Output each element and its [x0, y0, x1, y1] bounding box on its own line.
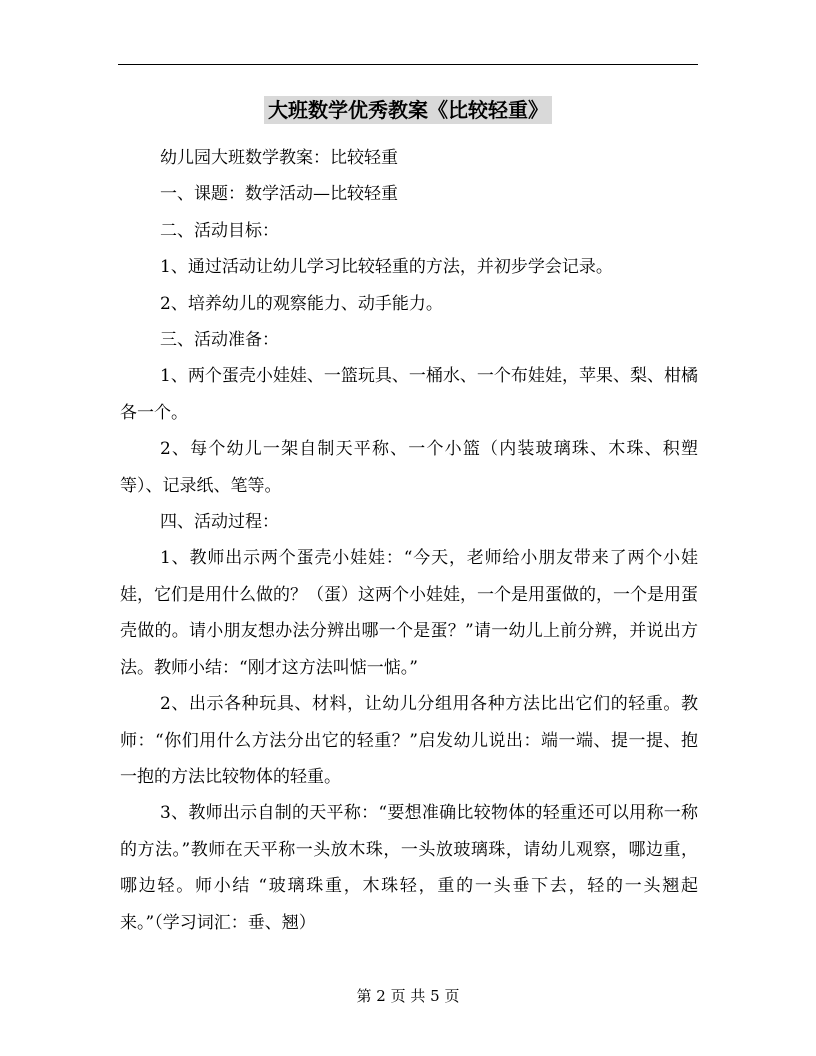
paragraph: 二、活动目标： — [160, 220, 279, 241]
paragraph: 四、活动过程： — [160, 512, 279, 533]
paragraph: 2、出示各种玩具、材料，让幼儿分组用各种方法比出它们的轻重。教师：“你们用什么方法分出它的轻重？”启发幼儿说出：端一端、提一提、抱一抱的方法比较物体的轻重。 — [120, 694, 698, 787]
paragraph: 3、教师出示自制的天平称：“要想准确比较物体的轻重还可以用称一称的方法。”教师在天平称一头放木珠，一头放玻璃珠，请幼儿观察，哪边重，哪边轻。师小结 “玻璃珠重，木珠轻，重的一头垂下去，轻的一头翘起来。”（学习词汇：垂、翘） — [120, 803, 698, 933]
paragraph: 三、活动准备： — [160, 330, 279, 351]
paragraph: 幼儿园大班数学教案：比较轻重 — [160, 148, 398, 168]
paragraph: 1、教师出示两个蛋壳小娃娃：“今天，老师给小朋友带来了两个小娃娃，它们是用什么做的？（蛋）这两个小娃娃，一个是用蛋做的，一个是用蛋壳做的。请小朋友想办法分辨出哪一个是蛋？”请一幼儿上前分辨，并说出方法。教师小结：“刚才这方法叫惦一惦。” — [120, 548, 698, 678]
paragraph: 2、培养幼儿的观察能力、动手能力。 — [160, 293, 443, 314]
page-footer: 第 2 页 共 5 页 — [356, 987, 460, 1005]
document-title: 大班数学优秀教案《比较轻重》 — [264, 96, 552, 124]
paragraph: 2、每个幼儿一架自制天平称、一个小篮（内装玻璃珠、木珠、积塑等）、记录纸、笔等。 — [120, 439, 698, 496]
document-body — [120, 140, 698, 941]
paragraph: 一、课题：数学活动—比较轻重 — [160, 184, 398, 205]
paragraph: 1、两个蛋壳小娃娃、一篮玩具、一桶水、一个布娃娃，苹果、梨、柑橘各一个。 — [120, 366, 698, 423]
paragraph: 1、通过活动让幼儿学习比较轻重的方法，并初步学会记录。 — [160, 257, 613, 278]
header-rule — [118, 64, 698, 65]
title-container — [0, 96, 816, 124]
